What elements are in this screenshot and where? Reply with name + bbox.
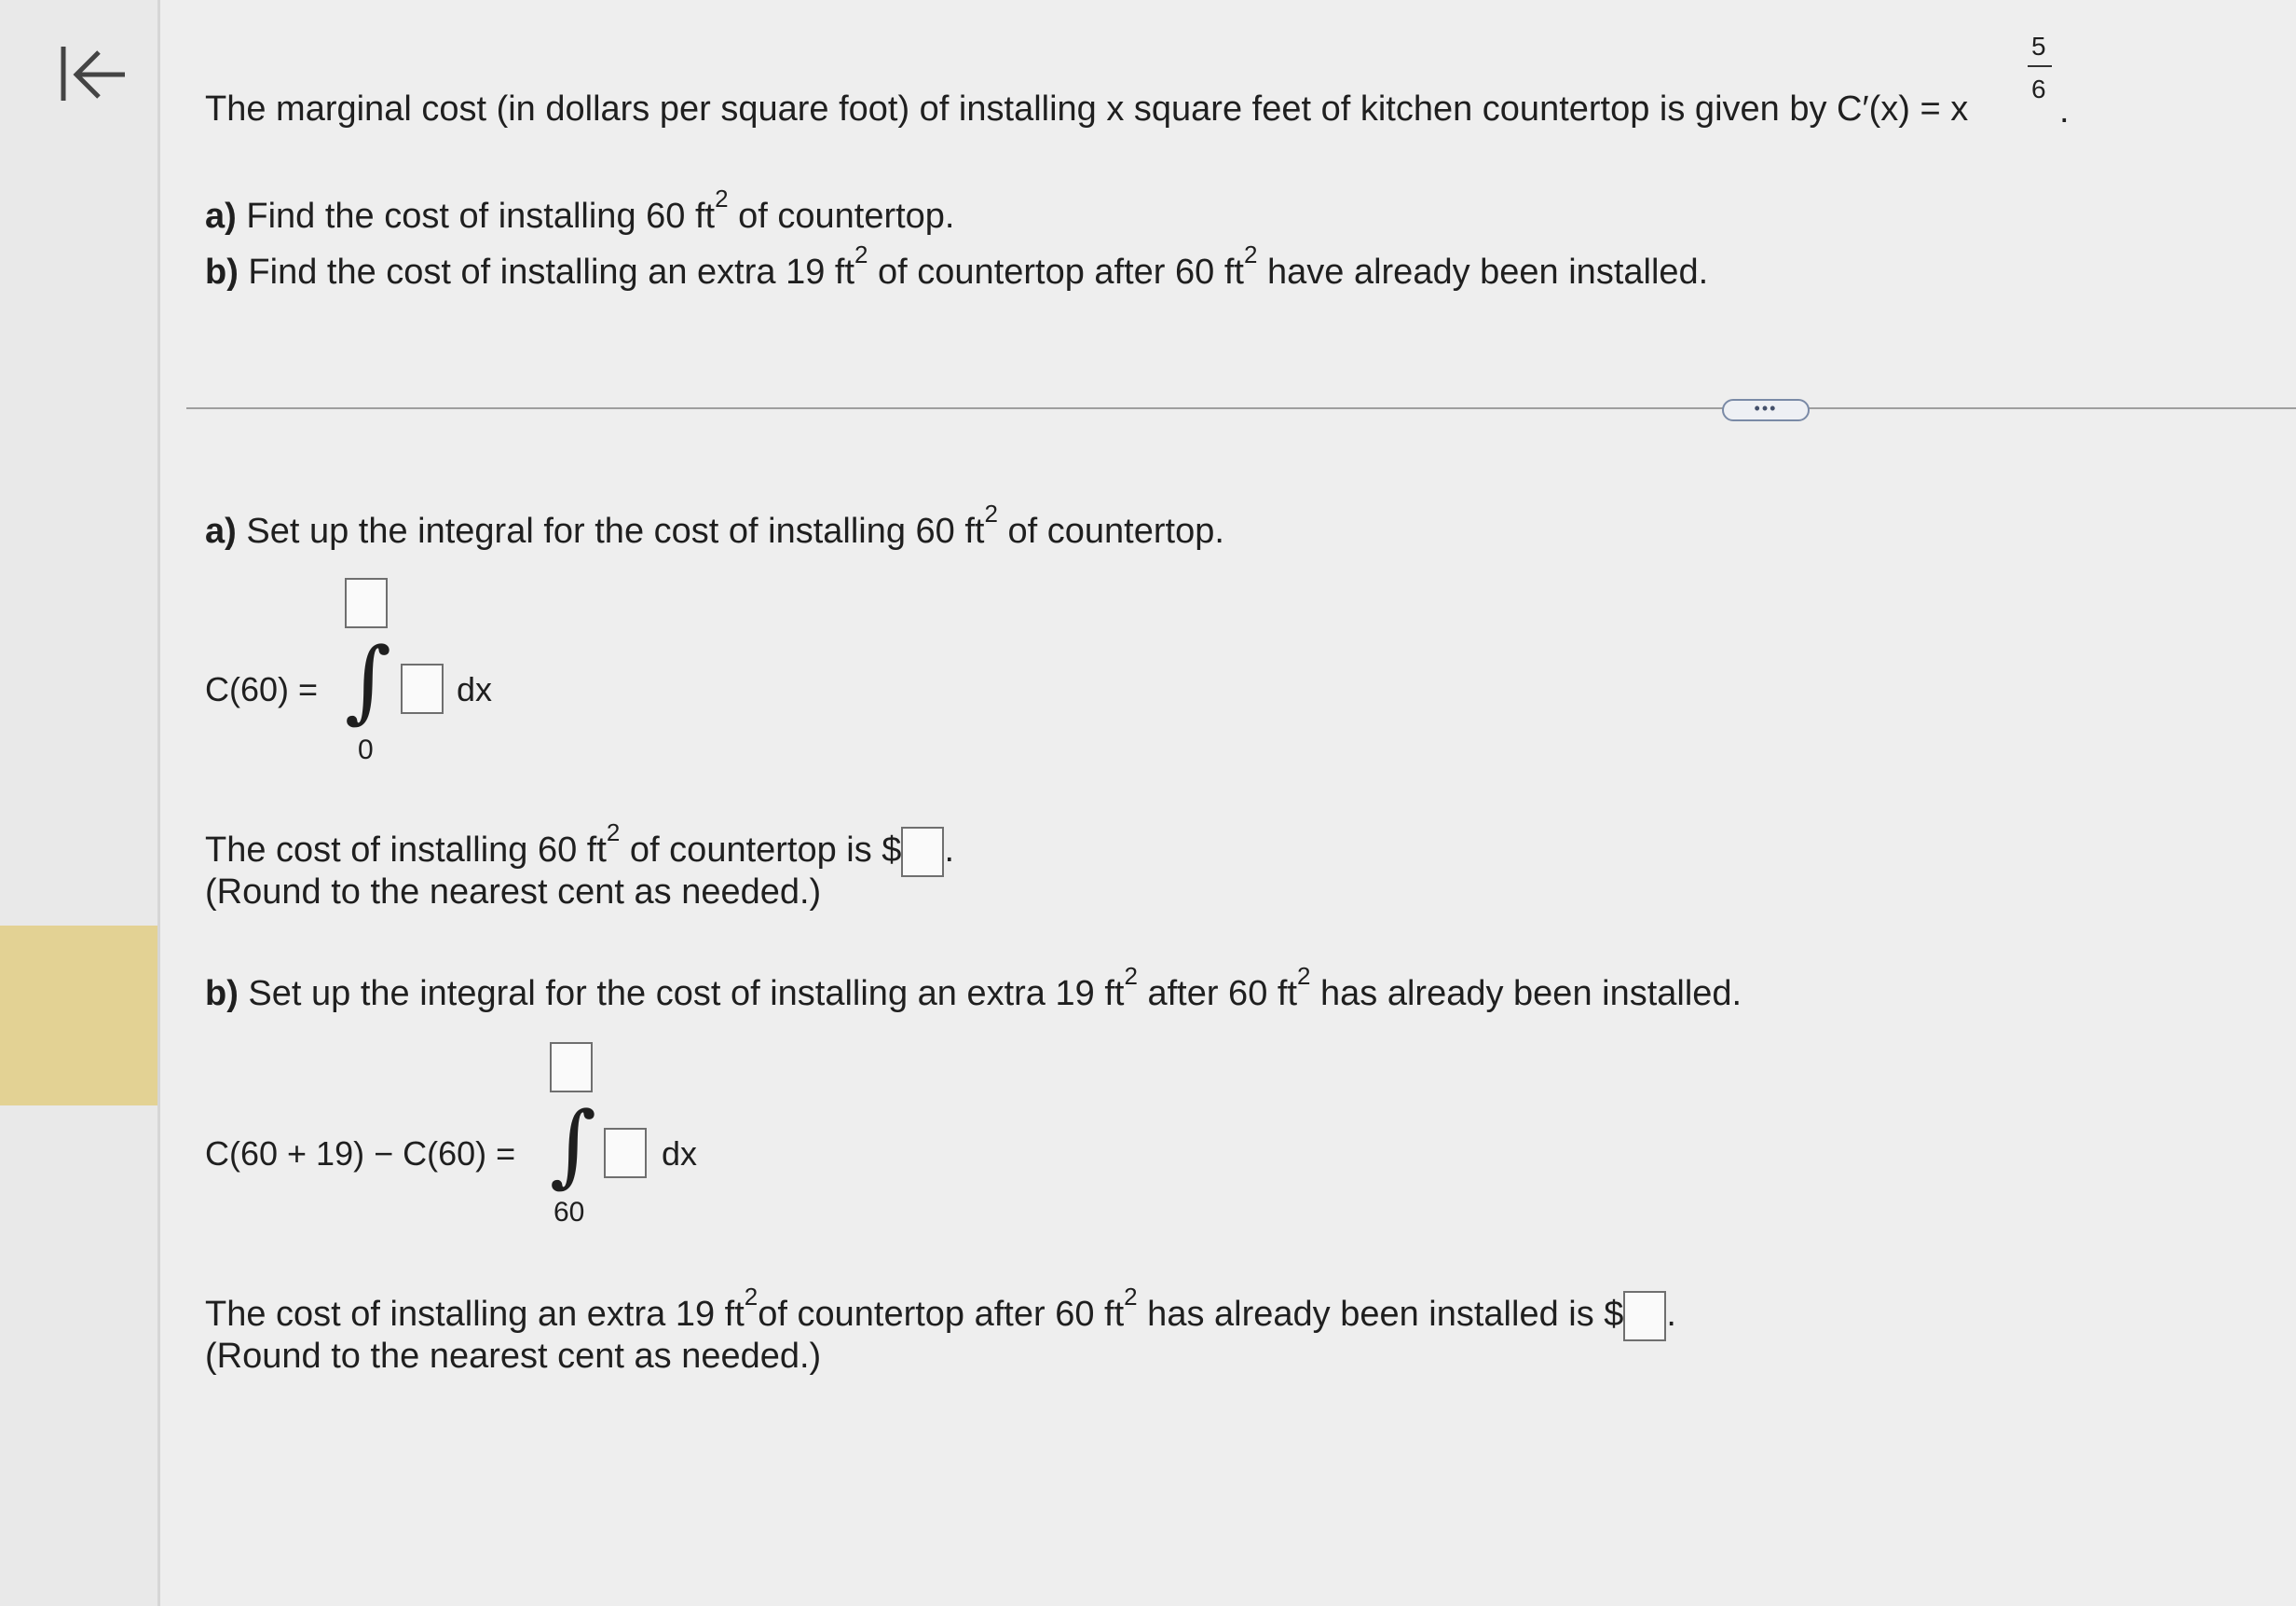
part-a-text: Find the cost of installing 60 ft (236, 197, 716, 236)
solution-b-prompt-end: has already been installed. (1310, 974, 1742, 1013)
answer-a-text-end: of countertop is $ (620, 830, 902, 870)
round-note-b: (Round to the nearest cent as needed.) (205, 1337, 822, 1376)
solution-b-prompt-mid: after 60 ft (1137, 974, 1297, 1013)
solution-b-prompt (205, 964, 1742, 1011)
answer-b-period: . (1666, 1295, 1676, 1334)
lower-limit-b: 60 (554, 1197, 585, 1228)
problem-intro (205, 91, 1968, 127)
collapse-left-icon[interactable] (48, 35, 142, 119)
more-options-button[interactable]: ••• (1722, 399, 1810, 421)
superscript: 2 (1124, 1283, 1138, 1311)
part-a-text-end: of countertop. (728, 197, 955, 236)
superscript: 2 (606, 818, 621, 846)
problem-intro-text: The marginal cost (in dollars per square foot) of installing x square feet of kitchen countertop is given by C′(x) = x (205, 89, 1969, 129)
part-b-question (205, 242, 1708, 290)
integral-a-lhs: C(60) = (205, 670, 319, 708)
superscript: 2 (1124, 962, 1138, 990)
upper-limit-input-b[interactable] (550, 1042, 593, 1092)
answer-b-text-end: has already been installed is $ (1137, 1295, 1624, 1334)
answer-a-text: The cost of installing 60 ft (205, 830, 607, 870)
section-divider (186, 407, 2296, 409)
sidebar (0, 0, 160, 1606)
superscript: 2 (984, 500, 998, 528)
integral-b-lhs: C(60 + 19) − C(60) = (205, 1134, 516, 1173)
integral-sign-b: ∫ (550, 1092, 597, 1197)
exponent-denominator: 6 (2031, 75, 2046, 103)
exponent-fraction-bar (2028, 65, 2052, 67)
solution-a-prompt (205, 501, 1224, 549)
dx-a: dx (457, 670, 493, 708)
dx-b: dx (662, 1134, 698, 1173)
part-a-question (205, 186, 954, 234)
solution-b-label: b) (205, 974, 239, 1013)
superscript: 2 (715, 185, 729, 213)
part-a-label: a) (205, 197, 237, 236)
part-b-label: b) (205, 253, 239, 292)
answer-a-period: . (944, 830, 955, 870)
part-b-text-end: have already been installed. (1257, 253, 1709, 292)
exponent-numerator: 5 (2031, 32, 2046, 61)
lower-limit-a: 0 (358, 734, 374, 765)
intro-period: . (2059, 91, 2070, 130)
integrand-input-a[interactable] (401, 664, 444, 714)
current-question-highlight (0, 926, 157, 1105)
solution-b-prompt-text: Set up the integral for the cost of installing an extra 19 ft (238, 974, 1125, 1013)
superscript: 2 (744, 1283, 758, 1311)
solution-a-prompt-end: of countertop. (997, 512, 1224, 551)
answer-a-input[interactable] (901, 827, 944, 877)
upper-limit-input-a[interactable] (345, 578, 388, 628)
answer-b-text: The cost of installing an extra 19 ft (205, 1295, 745, 1334)
part-b-text-mid: of countertop after 60 ft (868, 253, 1244, 292)
solution-a-label: a) (205, 512, 237, 551)
superscript: 2 (1243, 240, 1258, 268)
part-b-text: Find the cost of installing an extra 19 ft (238, 253, 855, 292)
integral-sign-a: ∫ (345, 628, 392, 733)
answer-b-line (205, 1284, 1676, 1341)
integrand-input-b[interactable] (604, 1128, 647, 1178)
answer-a-line (205, 820, 954, 877)
round-note-a: (Round to the nearest cent as needed.) (205, 872, 822, 912)
answer-b-text-mid: of countertop after 60 ft (758, 1295, 1125, 1334)
solution-a-prompt-text: Set up the integral for the cost of installing 60 ft (236, 512, 985, 551)
superscript: 2 (854, 240, 868, 268)
answer-b-input[interactable] (1623, 1291, 1666, 1341)
superscript: 2 (1297, 962, 1311, 990)
